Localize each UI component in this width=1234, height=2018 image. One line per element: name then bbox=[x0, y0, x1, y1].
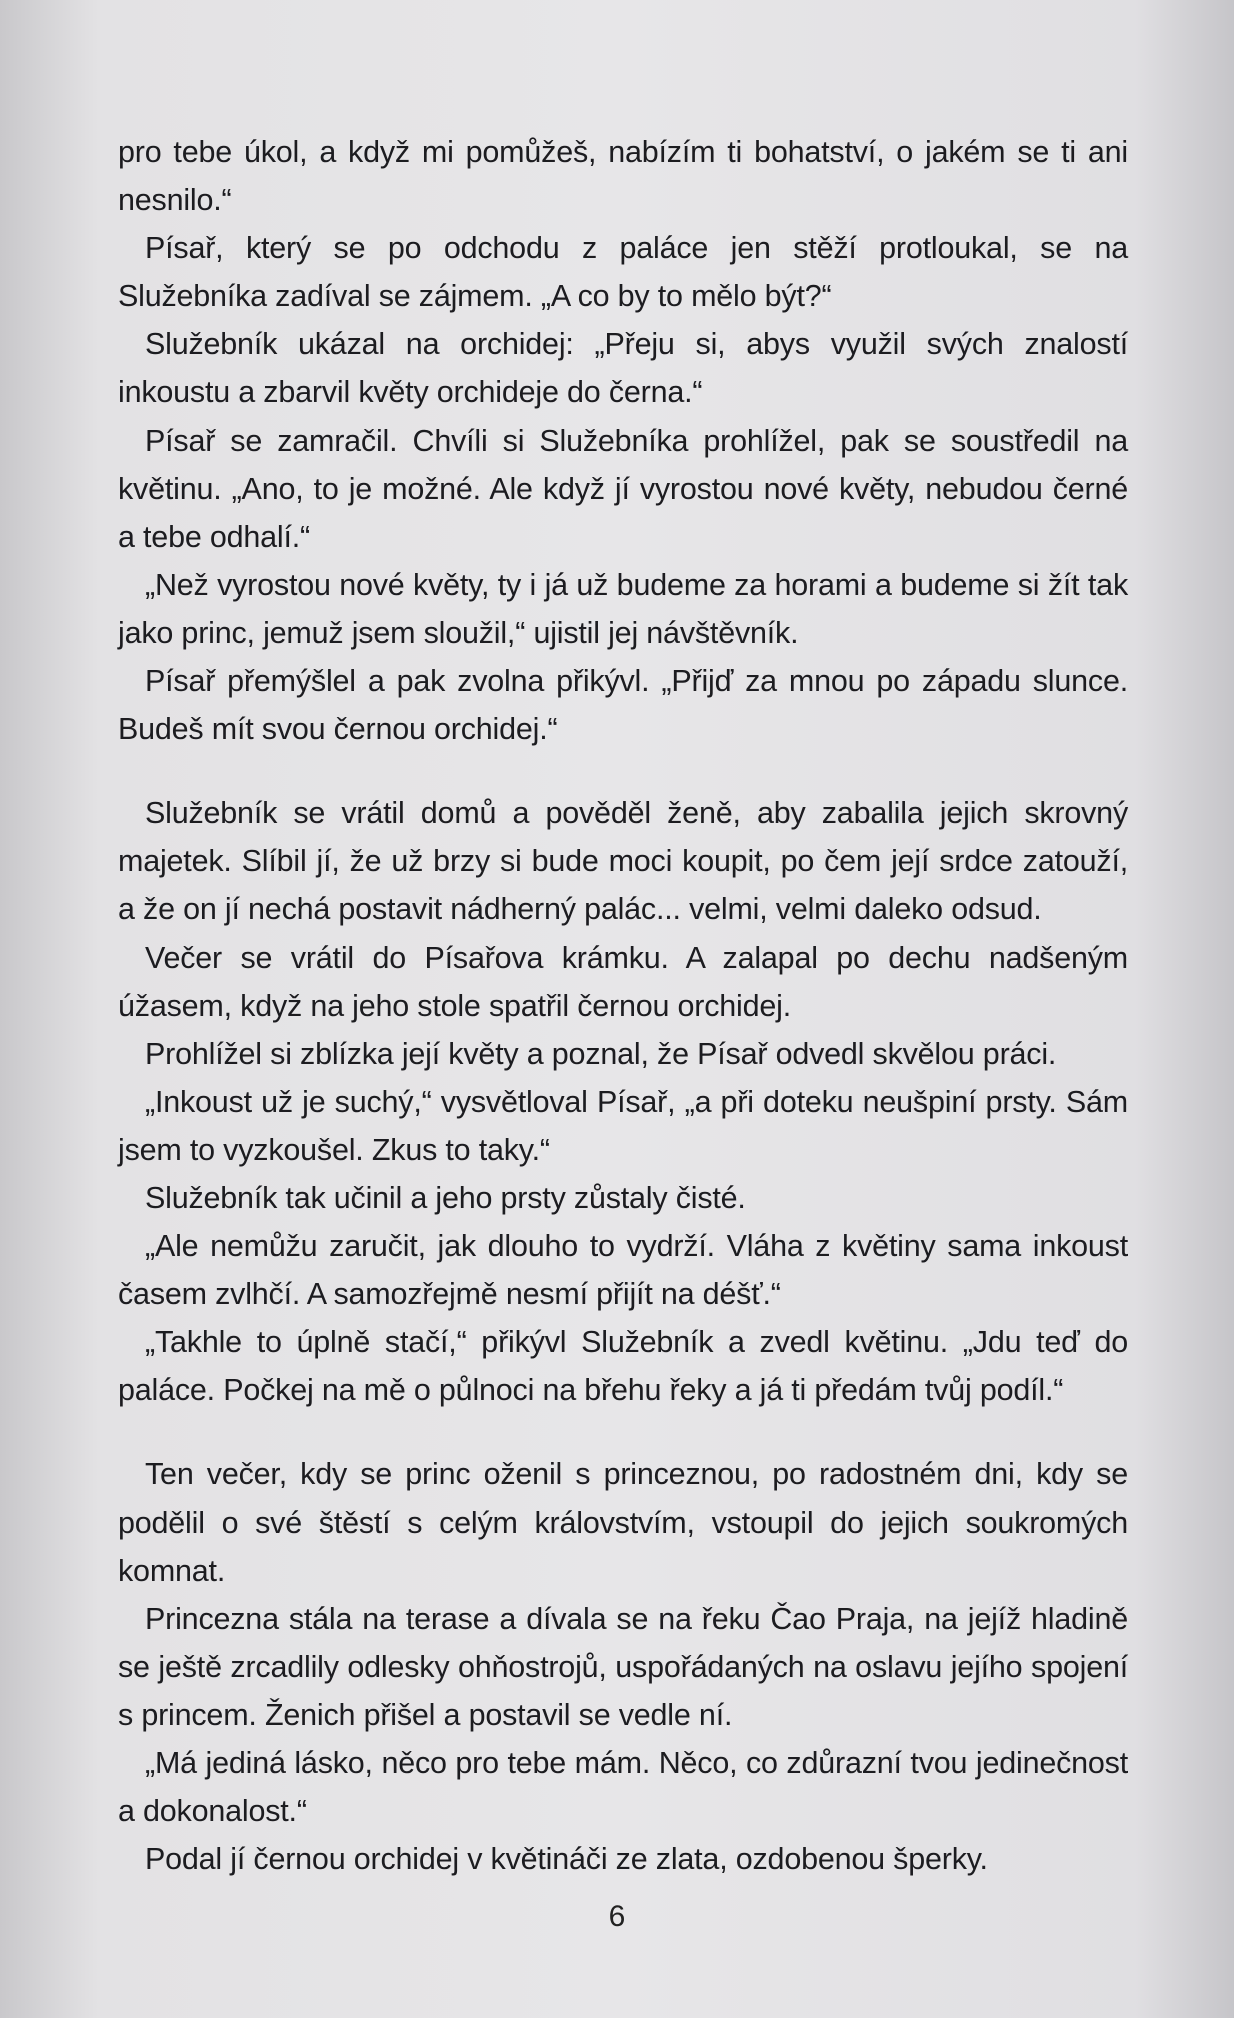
paragraph: Prohlížel si zblízka její květy a poznal, že Písař odvedl skvělou práci. bbox=[145, 1036, 1057, 1071]
paragraph: „Inkoust už je suchý,“ vysvětloval Písař, „a při doteku neušpiní prsty. Sám jsem to vyzkoušel. Zkus to taky.“ bbox=[118, 1084, 1128, 1167]
paragraph: Večer se vrátil do Písařova krámku. A zalapal po dechu nadšeným úžasem, když na jeho stole spatřil černou orchidej. bbox=[118, 940, 1128, 1023]
page-number: 6 bbox=[608, 1900, 626, 1933]
paragraph: Služebník se vrátil domů a pověděl ženě, aby zabalila jejich skrovný majetek. Slíbil jí, že už brzy si bude moci koupit, po čem její srdce zatouží, a že on jí nechá postavit nádherný palác... velmi, velmi daleko odsud. bbox=[118, 796, 1128, 927]
paragraph: Princezna stála na terase a dívala se na řeku Čao Praja, na jejíž hladině se ještě zrcadlily odlesky ohňostrojů, uspořádaných na oslavu jejího spojení s princem. Ženich přišel a postavil se vedle ní. bbox=[118, 1601, 1128, 1732]
paragraph: Písař, který se po odchodu z paláce jen stěží protloukal, se na Služebníka zadíval se zájmem. „A co by to mělo být?“ bbox=[118, 231, 1128, 314]
paragraph: Služebník ukázal na orchidej: „Přeju si, abys využil svých znalostí inkoustu a zbarvil květy orchideje do černa.“ bbox=[118, 327, 1128, 410]
paragraph: Služebník tak učinil a jeho prsty zůstaly čisté. bbox=[145, 1180, 746, 1215]
paragraph: pro tebe úkol, a když mi pomůžeš, nabízím ti bohatství, o jakém se ti ani nesnilo.“ bbox=[118, 135, 1128, 218]
body-text bbox=[118, 128, 1128, 1883]
paragraph: Písař přemýšlel a pak zvolna přikývl. „Přijď za mnou po západu slunce. Budeš mít svou černou orchidej.“ bbox=[118, 664, 1128, 747]
paragraph: „Ale nemůžu zaručit, jak dlouho to vydrží. Vláha z květiny sama inkoust časem zvlhčí. A samozřejmě nesmí přijít na déšť.“ bbox=[118, 1229, 1128, 1312]
paragraph: „Takhle to úplně stačí,“ přikývl Služebník a zvedl květinu. „Jdu teď do paláce. Počkej na mě o půlnoci na břehu řeky a já ti předám tvůj podíl.“ bbox=[118, 1325, 1128, 1408]
paragraph: Ten večer, kdy se princ oženil s princeznou, po radostném dni, kdy se podělil o své štěstí s celým královstvím, vstoupil do jejich soukromých komnat. bbox=[118, 1457, 1128, 1588]
paragraph: „Má jediná lásko, něco pro tebe mám. Něco, co zdůrazní tvou jedinečnost a dokonalost.“ bbox=[118, 1746, 1128, 1829]
paragraph: Podal jí černou orchidej v květináči ze zlata, ozdobenou šperky. bbox=[145, 1842, 988, 1877]
paragraph: „Než vyrostou nové květy, ty i já už budeme za horami a budeme si žít tak jako princ, jemuž jsem sloužil,“ ujistil jej návštěvník. bbox=[118, 567, 1128, 650]
paragraph: Písař se zamračil. Chvíli si Služebníka prohlížel, pak se soustředil na květinu. „Ano, to je možné. Ale když jí vyrostou nové květy, nebudou černé a tebe odhalí.“ bbox=[118, 423, 1128, 554]
